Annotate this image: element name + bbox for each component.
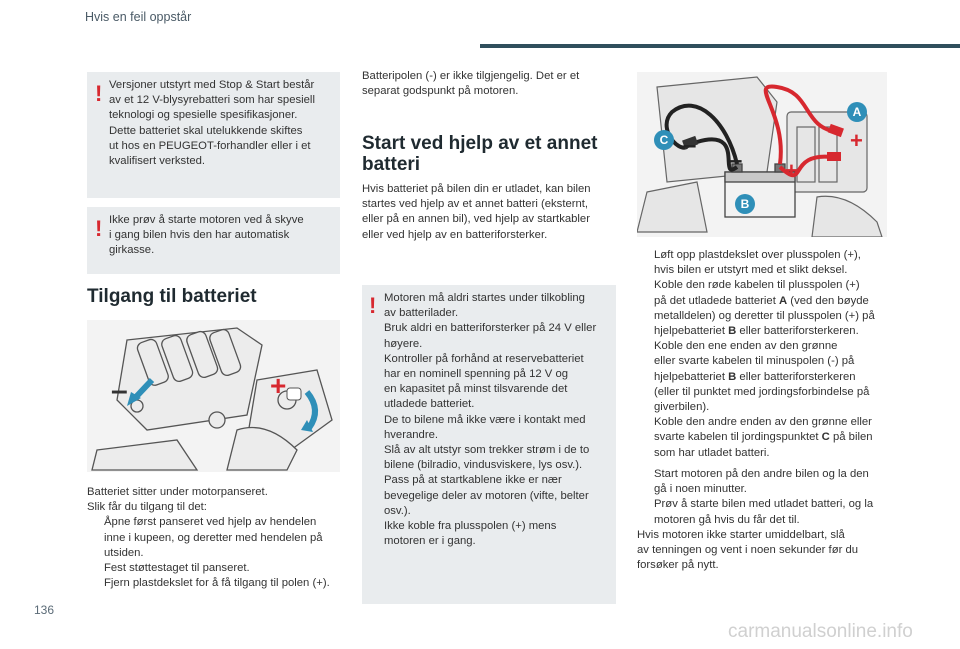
list-item: Åpne først panseret ved hjelp av hendelen inne i kupeen, og deretter med hendelen på utsiden. <box>104 516 323 559</box>
negative-terminal-note: Batteripolen (-) er ikke tilgjengelig. Det er et separat godspunkt på motoren. <box>362 70 580 98</box>
heading-battery-access: Tilgang til batteriet <box>87 286 257 307</box>
warning-box-automatic <box>87 207 340 274</box>
minus-sign: – <box>729 147 743 174</box>
plus-sign: + <box>850 128 863 153</box>
section-title: Hvis en feil oppstår <box>85 10 192 24</box>
warning-icon: ! <box>95 216 103 241</box>
minus-sign: – <box>683 132 697 159</box>
jump-start-intro: Hvis batteriet på bilen din er utladet, kan bilen startes ved hjelp av et annet batteri (eksternt, eller på en annen bil), ved hjelp av startkabler eller ved hjelp av en batteriforsterker. <box>362 183 591 241</box>
jump-start-drawing <box>637 72 887 237</box>
warning-text: Versjoner utstyrt med Stop & Start består av et 12 V-blysyrebatteri som har spesiell teknologi og spesielle spesifikasjoner. Dette batteriet skal utelukkende skiftes ut hos en PEUGEOT-forhandler eller i et kvalifisert verksted. <box>109 79 315 168</box>
jump-start-steps <box>637 248 899 461</box>
list-item: Koble den røde kabelen til plusspolen (+) på det utladede batteriet A (ved den bøyde metalldelen) og deretter til plusspolen (+) på hjelpebatteriet B eller batteriforsterkeren. <box>654 279 875 338</box>
list-item: Start motoren på den andre bilen og la den gå i noen minutter. <box>654 468 869 496</box>
list-item: Prøv å starte bilen med utladet batteri, og la motoren gå hvis du får det til. <box>654 498 874 526</box>
warning-icon: ! <box>95 81 103 106</box>
jump-start-steps-2: Start motoren på den andre bilen og la den gå i noen minutter. Prøv å starte bilen med utladet batteri, og la motoren gå hvis du får det til. Hvis motoren ikke starter umiddelbart, slå av tenningen og vent i noen sekunder før du forsøker på nytt. <box>637 467 899 573</box>
engine-illustration <box>87 320 340 472</box>
list-item: Løft opp plastdekslet over plusspolen (+), hvis bilen er utstyrt med et slikt deksel. <box>654 249 861 277</box>
warning-text: Ikke prøv å starte motoren ved å skyve i gang bilen hvis den har automatisk girkasse. <box>109 214 304 257</box>
header-bar <box>480 44 960 48</box>
warning-box-charging <box>362 285 616 604</box>
page-number: 136 <box>34 603 55 617</box>
plus-sign: + <box>785 158 798 183</box>
watermark: carmanualsonline.info <box>728 621 913 642</box>
label-c: C <box>654 130 674 150</box>
list-item: Koble den andre enden av den grønne eller svarte kabelen til jordingspunktet C på bilen som har utladet batteri. <box>654 416 873 459</box>
jump-start-illustration <box>637 72 887 237</box>
list-item: Koble den ene enden av den grønne eller svarte kabelen til minuspolen (-) på hjelpebatteriet B eller batteriforsterkeren (eller til punktet med jordingsforbindelse på giverbilen). <box>654 340 870 414</box>
minus-sign: – <box>111 374 128 407</box>
label-b: B <box>735 194 755 214</box>
label-a: A <box>847 102 867 122</box>
warning-icon: ! <box>369 293 377 318</box>
list-item: Fjern plastdekslet for å få tilgang til polen (+). <box>104 577 330 590</box>
access-instructions: Batteriet sitter under motorpanseret. Slik får du tilgang til det: Åpne først panseret ved hjelp av hendelen inne i kupeen, og deretter med hendelen på utsiden. Fest støttestaget til panseret. Fjern plastdekslet for å få tilgang til polen (+). <box>87 485 347 591</box>
heading-jump-start: Start ved hjelp av et annet batteri <box>362 133 598 175</box>
warning-box-stop-start <box>87 72 340 198</box>
list-item: Fest støttestaget til panseret. <box>104 562 250 575</box>
warning-text: Motoren må aldri startes under tilkobling av batterilader. Bruk aldri en batteriforsterker på 24 V eller høyere. Kontroller på forhånd at reservebatteriet har en nominell spenning på 12 V og en kapasitet på minst tilsvarende det utladede batteriet. De to bilene må ikke være i kontakt med hverandre. Slå av alt utstyr som trekker strøm i de to bilene (bilradio, vindusviskere, lys osv.). Pass på at startkablene ikke er nær bevegelige deler av motoren (vifte, belter osv.). Ikke koble fra plusspolen (+) mens motoren er i gang. <box>384 292 597 548</box>
plus-sign: + <box>270 370 287 401</box>
